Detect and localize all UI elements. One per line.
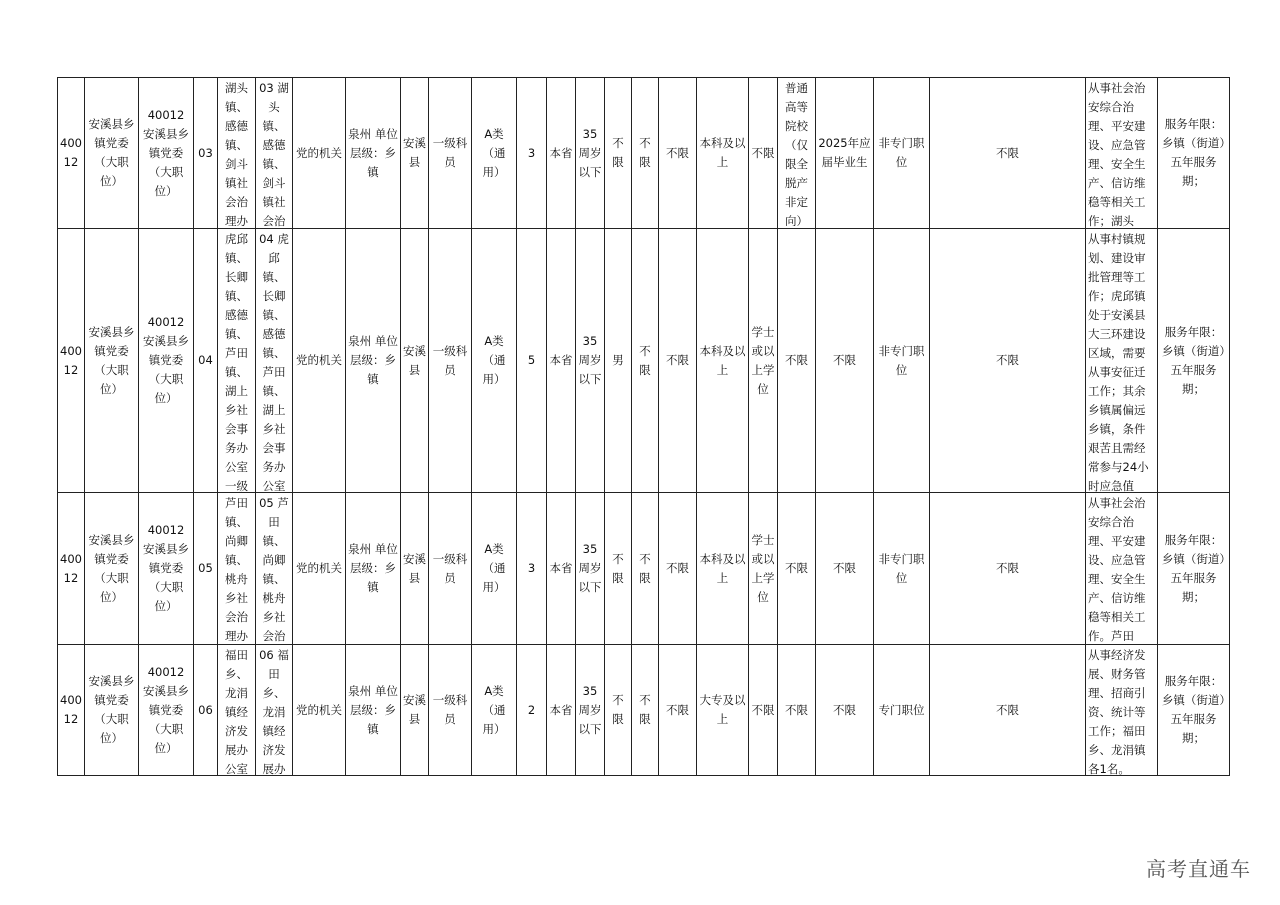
cell-text: 服务年限：乡镇（街道）五年服务期； bbox=[1161, 532, 1226, 604]
cell-degree bbox=[749, 78, 778, 229]
cell-text: 不限 bbox=[666, 561, 689, 575]
cell-major bbox=[930, 645, 1086, 776]
cell-text: A类（通用） bbox=[482, 126, 506, 179]
cell-professional bbox=[874, 645, 930, 776]
cell-text: 一级科员 bbox=[432, 551, 468, 585]
cell-county bbox=[401, 645, 429, 776]
cell-school bbox=[778, 78, 816, 229]
cell-text: 5 bbox=[527, 353, 536, 367]
cell-position-name bbox=[256, 78, 293, 229]
cell-text: 40012 安溪县乡镇党委（大职位） bbox=[143, 315, 189, 405]
cell-politics bbox=[659, 229, 697, 493]
watermark: 高考直通车 bbox=[1146, 857, 1251, 881]
cell-position-unit bbox=[139, 78, 194, 229]
cell-text: 党的机关 bbox=[296, 702, 342, 717]
cell-school bbox=[778, 229, 816, 493]
cell-text: 04 bbox=[198, 353, 213, 367]
cell-dept bbox=[218, 78, 256, 229]
cell-school bbox=[778, 645, 816, 776]
cell-unit-name bbox=[85, 645, 139, 776]
cell-age bbox=[576, 645, 605, 776]
cell-text: 不限 bbox=[833, 353, 856, 367]
cell-text: 男 bbox=[612, 353, 624, 367]
cell-county bbox=[401, 78, 429, 229]
cell-origin bbox=[547, 645, 576, 776]
cell-text: 40012 安溪县乡镇党委（大职位） bbox=[143, 107, 189, 198]
cell-school bbox=[778, 493, 816, 645]
cell-gender bbox=[605, 645, 632, 776]
cell-text: 泉州 单位层级：乡镇 bbox=[348, 126, 398, 179]
cell-text: 不限 bbox=[833, 702, 856, 717]
cell-degree bbox=[749, 645, 778, 776]
cell-major bbox=[930, 493, 1086, 645]
cell-count bbox=[517, 493, 547, 645]
cell-position-unit bbox=[139, 645, 194, 776]
cell-text: 04 虎邱镇、长卿镇、感德镇、芦田镇、湖上乡社会事务办公室 bbox=[259, 231, 289, 492]
cell-politics bbox=[659, 645, 697, 776]
cell-major bbox=[930, 229, 1086, 493]
cell-text: 普通高等院校（仅限全脱产非定向） bbox=[785, 80, 808, 228]
cell-seq bbox=[194, 493, 218, 645]
cell-dept bbox=[218, 645, 256, 776]
cell-professional bbox=[874, 493, 930, 645]
cell-ethnicity bbox=[632, 645, 659, 776]
cell-org-type bbox=[293, 493, 346, 645]
cell-text: 05 bbox=[198, 561, 213, 575]
cell-category bbox=[472, 645, 517, 776]
cell-level bbox=[346, 645, 401, 776]
cell-service bbox=[1158, 229, 1230, 493]
cell-category bbox=[472, 493, 517, 645]
cell-unit-name bbox=[85, 229, 139, 493]
cell-rank bbox=[429, 493, 472, 645]
cell-education bbox=[697, 645, 749, 776]
cell-text: 从事社会治安综合治理、平安建设、应急管理、安全生产、信访维稳等相关工作。芦田 bbox=[1088, 495, 1146, 643]
cell-text: 不限 bbox=[639, 551, 651, 585]
cell-grad bbox=[816, 493, 874, 645]
cell-text: 大专及以上 bbox=[699, 693, 746, 726]
cell-text: 湖头镇、感德镇、剑斗镇社会治理办 bbox=[225, 80, 248, 228]
cell-text: 从事村镇规划、建设审批管理等工作；虎邱镇处于安溪县大三环建设区域，需要从事安征迁工作；其余乡镇属偏远乡镇，条件艰苦且需经常参与24小时应急值 bbox=[1088, 231, 1149, 492]
table-row bbox=[58, 229, 1230, 493]
cell-text: 不限 bbox=[785, 702, 808, 717]
cell-text: 不限 bbox=[612, 693, 624, 726]
cell-text: 40012 bbox=[60, 136, 82, 169]
cell-text: 福田乡、龙涓镇经济发展办公室 bbox=[225, 647, 248, 775]
cell-text: 学士或以上学位 bbox=[751, 532, 775, 604]
cell-education bbox=[697, 229, 749, 493]
cell-text: 40012 安溪县乡镇党委（大职位） bbox=[143, 523, 189, 613]
cell-education bbox=[697, 78, 749, 229]
cell-gender bbox=[605, 78, 632, 229]
cell-duty bbox=[1086, 78, 1158, 229]
cell-unit-name bbox=[85, 493, 139, 645]
cell-grad bbox=[816, 229, 874, 493]
cell-service bbox=[1158, 78, 1230, 229]
cell-text: 安溪县 bbox=[403, 343, 426, 377]
cell-text: A类（通用） bbox=[482, 542, 506, 594]
cell-text: 专门职位 bbox=[878, 702, 925, 717]
cell-text: 不限 bbox=[996, 353, 1019, 367]
cell-rank bbox=[429, 78, 472, 229]
cell-unit-code bbox=[58, 229, 85, 493]
cell-text: 06 福田乡、龙涓镇经济发展办 bbox=[259, 647, 289, 775]
cell-dept bbox=[218, 493, 256, 645]
cell-grad bbox=[816, 645, 874, 776]
cell-position-unit bbox=[139, 229, 194, 493]
position-table bbox=[57, 77, 1230, 776]
cell-seq bbox=[194, 229, 218, 493]
cell-rank bbox=[429, 645, 472, 776]
cell-text: 不限 bbox=[751, 702, 775, 717]
cell-degree bbox=[749, 493, 778, 645]
cell-text: 40012 bbox=[60, 693, 82, 726]
cell-text: 泉州 单位层级：乡镇 bbox=[348, 683, 398, 736]
cell-text: 安溪县乡镇党委（大职位） bbox=[88, 324, 135, 396]
cell-text: 不限 bbox=[996, 145, 1019, 160]
cell-text: 不限 bbox=[785, 561, 808, 575]
cell-grad bbox=[816, 78, 874, 229]
cell-text: 本省 bbox=[549, 561, 573, 575]
cell-text: 芦田镇、尚卿镇、桃舟乡社会治理办 bbox=[225, 495, 248, 643]
cell-text: 不限 bbox=[751, 145, 775, 160]
cell-politics bbox=[659, 78, 697, 229]
cell-dept bbox=[218, 229, 256, 493]
cell-unit-code bbox=[58, 645, 85, 776]
cell-county bbox=[401, 229, 429, 493]
cell-text: 本科及以上 bbox=[699, 136, 746, 169]
cell-origin bbox=[547, 229, 576, 493]
cell-text: 不限 bbox=[666, 353, 689, 367]
cell-text: 35周岁以下 bbox=[578, 334, 602, 386]
cell-text: 服务年限：乡镇（街道）五年服务期； bbox=[1161, 117, 1226, 188]
cell-category bbox=[472, 78, 517, 229]
cell-text: 不限 bbox=[612, 136, 624, 169]
cell-text: A类（通用） bbox=[482, 334, 506, 386]
cell-professional bbox=[874, 78, 930, 229]
cell-gender bbox=[605, 229, 632, 493]
cell-major bbox=[930, 78, 1086, 229]
cell-unit-code bbox=[58, 78, 85, 229]
cell-text: 党的机关 bbox=[296, 145, 342, 160]
cell-count bbox=[517, 645, 547, 776]
cell-text: 2025年应届毕业生 bbox=[818, 136, 871, 169]
cell-text: 一级科员 bbox=[432, 343, 468, 377]
cell-gender bbox=[605, 493, 632, 645]
cell-text: 35周岁以下 bbox=[578, 126, 602, 179]
cell-professional bbox=[874, 229, 930, 493]
cell-text: 安溪县乡镇党委（大职位） bbox=[88, 117, 135, 188]
cell-unit-name bbox=[85, 78, 139, 229]
cell-level bbox=[346, 78, 401, 229]
cell-service bbox=[1158, 493, 1230, 645]
cell-text: 不限 bbox=[833, 561, 856, 575]
cell-ethnicity bbox=[632, 493, 659, 645]
cell-text: 35周岁以下 bbox=[578, 683, 602, 736]
cell-text: 40012 bbox=[60, 343, 82, 377]
cell-position-name bbox=[256, 229, 293, 493]
cell-origin bbox=[547, 493, 576, 645]
cell-text: 非专门职位 bbox=[878, 136, 925, 169]
cell-count bbox=[517, 229, 547, 493]
cell-politics bbox=[659, 493, 697, 645]
cell-ethnicity bbox=[632, 78, 659, 229]
cell-text: 不限 bbox=[785, 353, 808, 367]
cell-duty bbox=[1086, 645, 1158, 776]
cell-service bbox=[1158, 645, 1230, 776]
cell-text: 一级科员 bbox=[432, 693, 468, 726]
cell-position-name bbox=[256, 493, 293, 645]
cell-text: A类（通用） bbox=[482, 683, 506, 736]
cell-age bbox=[576, 78, 605, 229]
cell-text: 安溪县乡镇党委（大职位） bbox=[88, 674, 135, 745]
cell-text: 2 bbox=[527, 702, 536, 717]
cell-text: 本科及以上 bbox=[699, 551, 746, 585]
cell-text: 05 芦田镇、尚卿镇、桃舟乡社会治 bbox=[259, 495, 289, 643]
cell-text: 从事经济发展、财务管理、招商引资、统计等工作；福田乡、龙涓镇各1名。 bbox=[1088, 647, 1146, 775]
cell-unit-code bbox=[58, 493, 85, 645]
cell-age bbox=[576, 229, 605, 493]
cell-origin bbox=[547, 78, 576, 229]
cell-text: 3 bbox=[527, 561, 536, 575]
cell-text: 3 bbox=[527, 145, 536, 160]
cell-text: 服务年限：乡镇（街道）五年服务期； bbox=[1161, 674, 1226, 745]
cell-ethnicity bbox=[632, 229, 659, 493]
cell-text: 本省 bbox=[549, 145, 573, 160]
cell-text: 泉州 单位层级：乡镇 bbox=[348, 542, 398, 594]
cell-text: 本科及以上 bbox=[699, 343, 746, 377]
cell-text: 03 bbox=[198, 145, 213, 160]
cell-seq bbox=[194, 645, 218, 776]
cell-text: 一级科员 bbox=[432, 136, 468, 169]
table-row bbox=[58, 645, 1230, 776]
cell-text: 泉州 单位层级：乡镇 bbox=[348, 334, 398, 386]
cell-text: 不限 bbox=[996, 561, 1019, 575]
cell-text: 06 bbox=[198, 702, 213, 717]
cell-text: 服务年限：乡镇（街道）五年服务期； bbox=[1161, 324, 1226, 396]
cell-org-type bbox=[293, 229, 346, 493]
cell-text: 不限 bbox=[639, 693, 651, 726]
table-row bbox=[58, 493, 1230, 645]
cell-text: 40012 安溪县乡镇党委（大职位） bbox=[143, 664, 189, 755]
cell-county bbox=[401, 493, 429, 645]
cell-duty bbox=[1086, 493, 1158, 645]
cell-text: 不限 bbox=[639, 343, 651, 377]
cell-age bbox=[576, 493, 605, 645]
cell-text: 党的机关 bbox=[296, 561, 342, 575]
cell-degree bbox=[749, 229, 778, 493]
cell-seq bbox=[194, 78, 218, 229]
cell-level bbox=[346, 493, 401, 645]
cell-text: 不限 bbox=[612, 551, 624, 585]
cell-position-unit bbox=[139, 493, 194, 645]
cell-position-name bbox=[256, 645, 293, 776]
cell-text: 本省 bbox=[549, 702, 573, 717]
cell-level bbox=[346, 229, 401, 493]
cell-text: 安溪县乡镇党委（大职位） bbox=[88, 532, 135, 604]
cell-org-type bbox=[293, 645, 346, 776]
cell-text: 本省 bbox=[549, 353, 573, 367]
cell-org-type bbox=[293, 78, 346, 229]
cell-duty bbox=[1086, 229, 1158, 493]
cell-text: 非专门职位 bbox=[878, 343, 925, 377]
cell-text: 虎邱镇、长卿镇、感德镇、芦田镇、湖上乡社会事务办公室一级 bbox=[225, 231, 248, 492]
cell-category bbox=[472, 229, 517, 493]
cell-count bbox=[517, 78, 547, 229]
cell-text: 党的机关 bbox=[296, 353, 342, 367]
cell-text: 40012 bbox=[60, 551, 82, 585]
cell-text: 不限 bbox=[639, 136, 651, 169]
cell-text: 不限 bbox=[666, 702, 689, 717]
cell-text: 从事社会治安综合治理、平安建设、应急管理、安全生产、信访维稳等相关工作；湖头 bbox=[1088, 80, 1146, 228]
cell-rank bbox=[429, 229, 472, 493]
cell-text: 安溪县 bbox=[403, 136, 426, 169]
cell-text: 非专门职位 bbox=[878, 551, 925, 585]
cell-text: 35周岁以下 bbox=[578, 542, 602, 594]
cell-text: 安溪县 bbox=[403, 551, 426, 585]
table-row bbox=[58, 78, 1230, 229]
cell-text: 学士或以上学位 bbox=[751, 324, 775, 396]
cell-text: 安溪县 bbox=[403, 693, 426, 726]
cell-education bbox=[697, 493, 749, 645]
cell-text: 03 湖头镇、感德镇、剑斗镇社会治 bbox=[259, 80, 289, 228]
cell-text: 不限 bbox=[666, 145, 689, 160]
cell-text: 不限 bbox=[996, 702, 1019, 717]
